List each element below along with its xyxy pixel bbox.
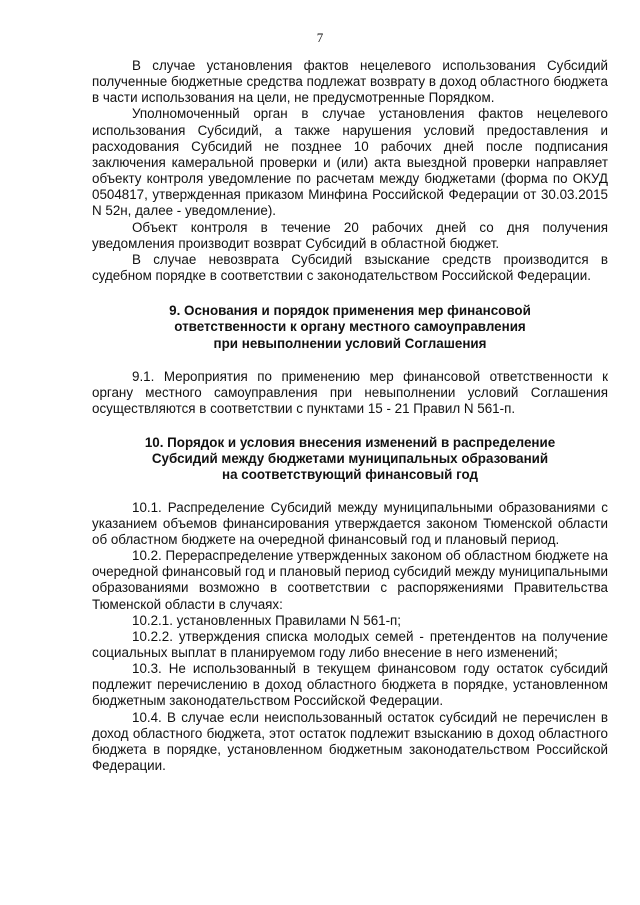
intro-paragraph-2: Уполномоченный орган в случае установления фактов нецелевого использования Субсидий, а также нарушения условий предоставления и расходования Субсидий не позднее 10 рабочих дней после подписания заключения камеральной проверки и (или) акта выездной проверки направляет объекту контроля уведомление по расчетам между бюджетами (форма по ОКУД 0504817, утвержденная приказом Минфина Российской Федерации от 30.03.2015 N 52н, далее - уведомление). (92, 106, 608, 219)
section-10-paragraph-5: 10.3. Не использованный в текущем финансовом году остаток субсидий подлежит перечислению в доход областного бюджета в порядке, установленном бюджетным законодательством Российской Федерации. (92, 661, 608, 709)
section-10-heading: 10. Порядок и условия внесения изменений в распределение Субсидий между бюджетами муниципальных образований на соответствующий финансовый год (144, 435, 556, 483)
section-9-body (92, 369, 608, 417)
section-10-paragraph-4: 10.2.2. утверждения списка молодых семей - претендентов на получение социальных выплат в планируемом году либо внесение в него изменений; (92, 628, 608, 660)
section-10-paragraph-6: 10.4. В случае если неиспользованный остаток субсидий не перечислен в доход областного бюджета, этот остаток подлежит взысканию в доход областного бюджета в порядке, установленном бюджетным законодательством Российской Федерации. (92, 709, 608, 774)
page-number: 7 (316, 30, 324, 45)
section-10-body (92, 500, 608, 775)
section-9-heading: 9. Основания и порядок применения мер финансовой ответственности к органу местного самоуправления при невыполнении условий Соглашения (169, 303, 531, 351)
section-10-paragraph-1: 10.1. Распределение Субсидий между муниципальными образованиями с указанием объемов финансирования утверждается законом Тюменской области об областном бюджете на очередной финансовый год и плановый период. (92, 499, 608, 547)
intro-block (92, 58, 608, 284)
intro-paragraph-3: Объект контроля в течение 20 рабочих дней со дня получения уведомления производит возврат Субсидий в областной бюджет. (92, 219, 608, 251)
section-9-paragraph-1: 9.1. Мероприятия по применению мер финансовой ответственности к органу местного самоуправления при невыполнении условий Соглашения осуществляются в соответствии с пунктами 15 - 21 Правил N 561-п. (92, 368, 608, 416)
intro-paragraph-1: В случае установления фактов нецелевого использования Субсидий полученные бюджетные средства подлежат возврату в доход областного бюджета в части использования на цели, не предусмотренные Порядком. (92, 58, 608, 106)
section-10-paragraph-2: 10.2. Перераспределение утвержденных законом об областном бюджете на очередной финансовый год и плановый период субсидий между муниципальными образованиями возможно в соответствии с распоряжениями Правительства Тюменской области в случаях: (92, 548, 608, 612)
section-10-paragraph-3: 10.2.1. установленных Правилами N 561-п; (132, 612, 402, 628)
intro-paragraph-4: В случае невозврата Субсидий взыскание средств производится в судебном порядке в соответствии с законодательством Российской Федерации. (92, 251, 608, 284)
document-body (92, 58, 608, 774)
